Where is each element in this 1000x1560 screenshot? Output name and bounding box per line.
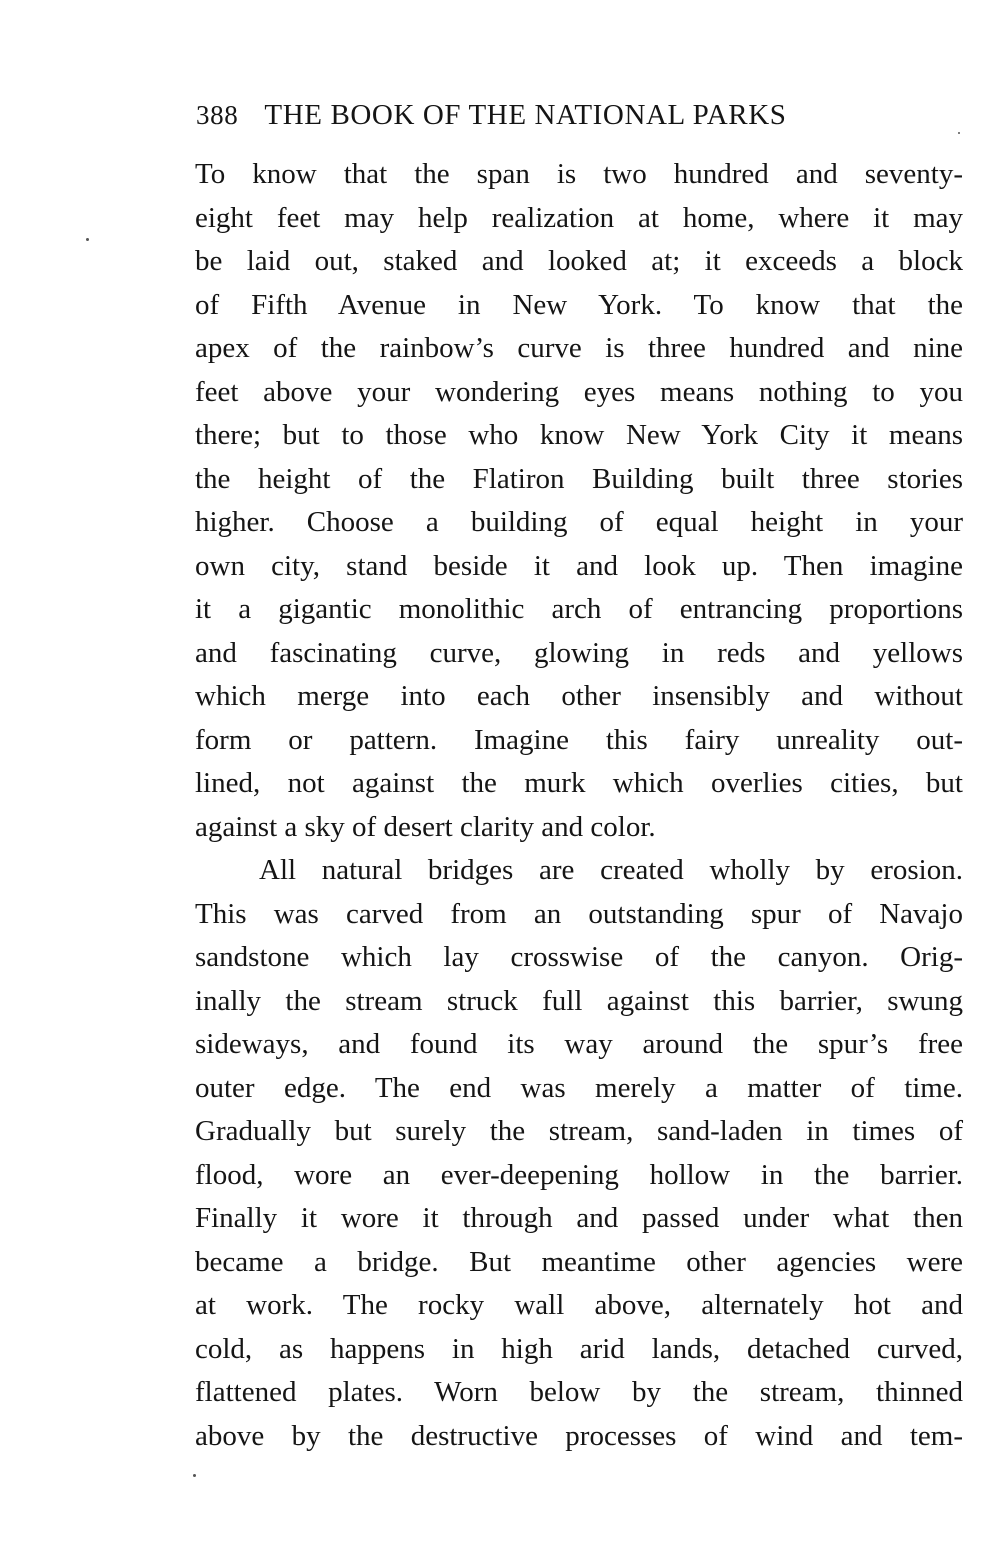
book-title: THE BOOK OF THE NATIONAL PARKS: [264, 99, 787, 131]
text-line: there; but to those who know New York City it means: [195, 419, 963, 451]
text-line: All natural bridges are created wholly by erosion.: [259, 854, 963, 886]
text-line: lined, not against the murk which overlies cities, but: [195, 767, 963, 799]
text-line: the height of the Flatiron Building built three stories: [195, 462, 963, 495]
page-number: 388: [196, 100, 239, 130]
text-line: To know that the span is two hundred and seventy-: [195, 158, 963, 190]
text-line: be laid out, staked and looked at; it exceeds a block: [195, 245, 963, 277]
text-line: form or pattern. Imagine this fairy unreality out-: [195, 723, 963, 756]
scan-speck: [958, 132, 960, 134]
text-line: it a gigantic monolithic arch of entrancing proportions: [195, 593, 963, 625]
scan-speck: [193, 1474, 196, 1477]
text-line: This was carved from an outstanding spur of Navajo: [195, 897, 963, 930]
text-line: became a bridge. But meantime other agencies were: [195, 1245, 963, 1278]
running-head: [196, 93, 936, 137]
text-line: sandstone which lay crosswise of the canyon. Orig-: [195, 941, 963, 973]
text-line: Finally it wore it through and passed under what then: [195, 1202, 963, 1234]
text-line: against a sky of desert clarity and color.: [195, 810, 656, 843]
text-line: and fascinating curve, glowing in reds and yellows: [195, 636, 963, 669]
text-line: flattened plates. Worn below by the stream, thinned: [195, 1376, 963, 1408]
text-line: flood, wore an ever-deepening hollow in the barrier.: [195, 1158, 963, 1191]
text-line: above by the destructive processes of wind and tem-: [195, 1419, 963, 1452]
text-line: eight feet may help realization at home, where it may: [195, 201, 963, 234]
paragraph-2: [195, 849, 963, 1458]
text-line: of Fifth Avenue in New York. To know that the: [195, 288, 963, 321]
text-line: higher. Choose a building of equal height in your: [195, 506, 963, 538]
text-line: apex of the rainbow’s curve is three hundred and nine: [195, 332, 963, 364]
text-line: at work. The rocky wall above, alternately hot and: [195, 1289, 963, 1321]
paragraph-1: [195, 153, 963, 849]
text-line: sideways, and found its way around the spur’s free: [195, 1028, 963, 1060]
scan-speck: [86, 238, 89, 241]
body-text: [195, 153, 963, 1458]
text-line: feet above your wondering eyes means nothing to you: [195, 375, 963, 408]
text-line: outer edge. The end was merely a matter of time.: [195, 1071, 963, 1104]
text-line: cold, as happens in high arid lands, detached curved,: [195, 1332, 963, 1365]
text-line: which merge into each other insensibly and without: [195, 680, 963, 712]
text-line: Gradually but surely the stream, sand-laden in times of: [195, 1115, 963, 1147]
text-line: own city, stand beside it and look up. Then imagine: [195, 549, 963, 582]
text-line: inally the stream struck full against this barrier, swung: [195, 984, 963, 1017]
